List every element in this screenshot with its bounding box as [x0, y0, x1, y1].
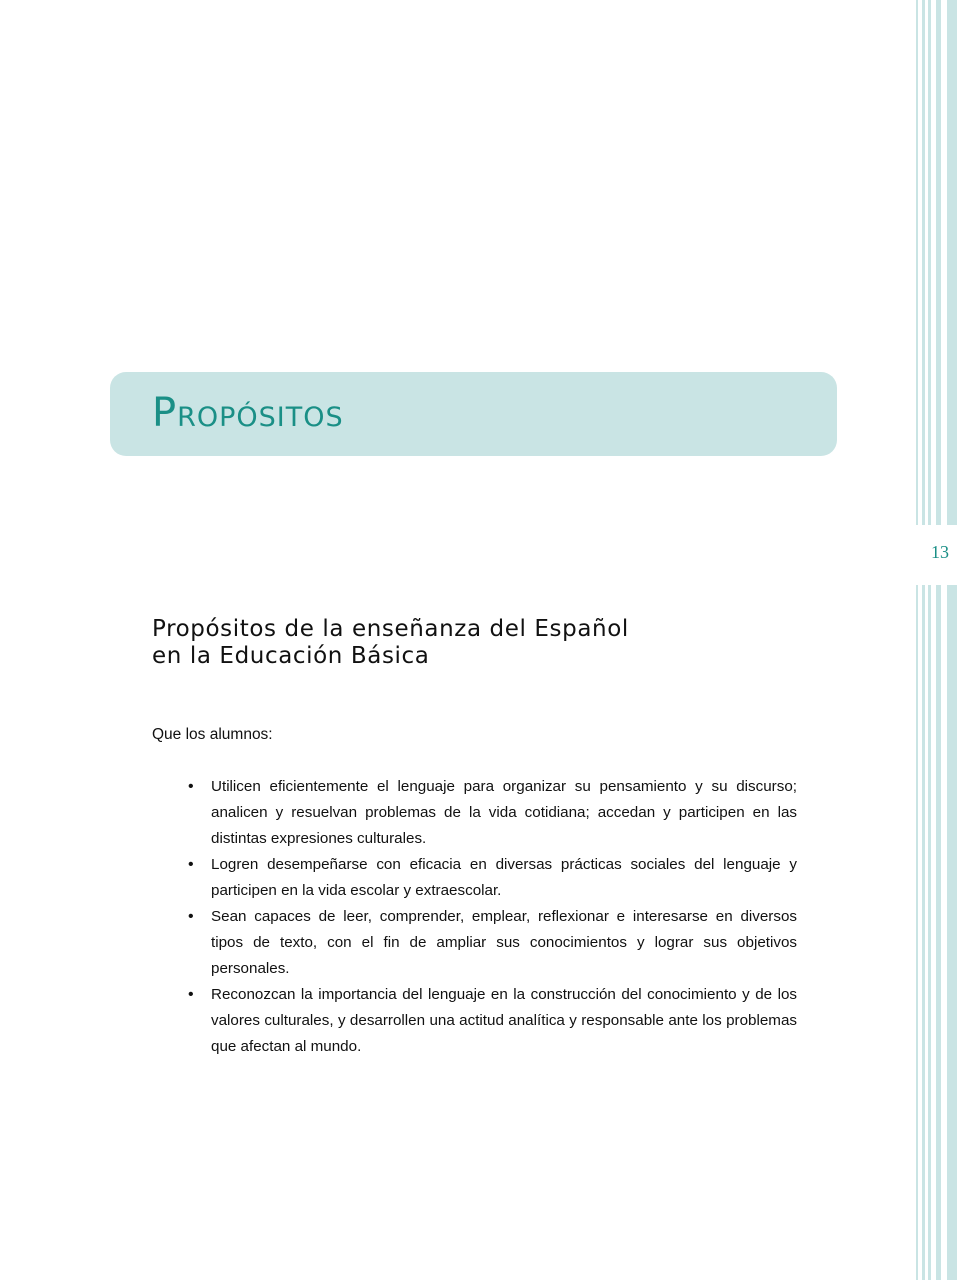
list-item: • Reconozcan la importancia del lenguaje en la construcción del conocimiento y de los valores culturales, y desarrollen una actitud analítica y responsable ante los problemas que afectan al mundo.: [188, 982, 797, 1060]
subtitle-line: Propósitos de la enseñanza del Español: [152, 616, 629, 642]
margin-stripe: [947, 0, 957, 1280]
margin-stripe: [936, 0, 941, 1280]
subtitle-line: en la Educación Básica: [152, 643, 430, 669]
purposes-list: [188, 774, 797, 1060]
list-item: • Sean capaces de leer, comprender, emplear, reflexionar e interesarse en diversos tipos de texto, con el fin de ampliar sus conocimientos y lograr sus objetivos personales.: [188, 904, 797, 982]
margin-stripe: [922, 0, 925, 1280]
section-title: [152, 390, 344, 436]
section-title-initial: P: [152, 390, 178, 436]
margin-stripe: [916, 0, 918, 1280]
list-item: • Utilicen eficientemente el lenguaje para organizar su pensamiento y su discurso; analicen y resuelvan problemas de la vida cotidiana; accedan y participen en las distintas expresiones culturales.: [188, 774, 797, 852]
subtitle: [152, 616, 629, 670]
section-banner: [110, 372, 837, 456]
intro-text: Que los alumnos:: [152, 726, 273, 743]
list-item: • Logren desempeñarse con eficacia en diversas prácticas sociales del lenguaje y participen en la vida escolar y extraescolar.: [188, 852, 797, 904]
section-title-rest: ROPÓSITOS: [177, 402, 344, 433]
margin-stripe: [928, 0, 931, 1280]
page-number: 13: [931, 542, 949, 562]
